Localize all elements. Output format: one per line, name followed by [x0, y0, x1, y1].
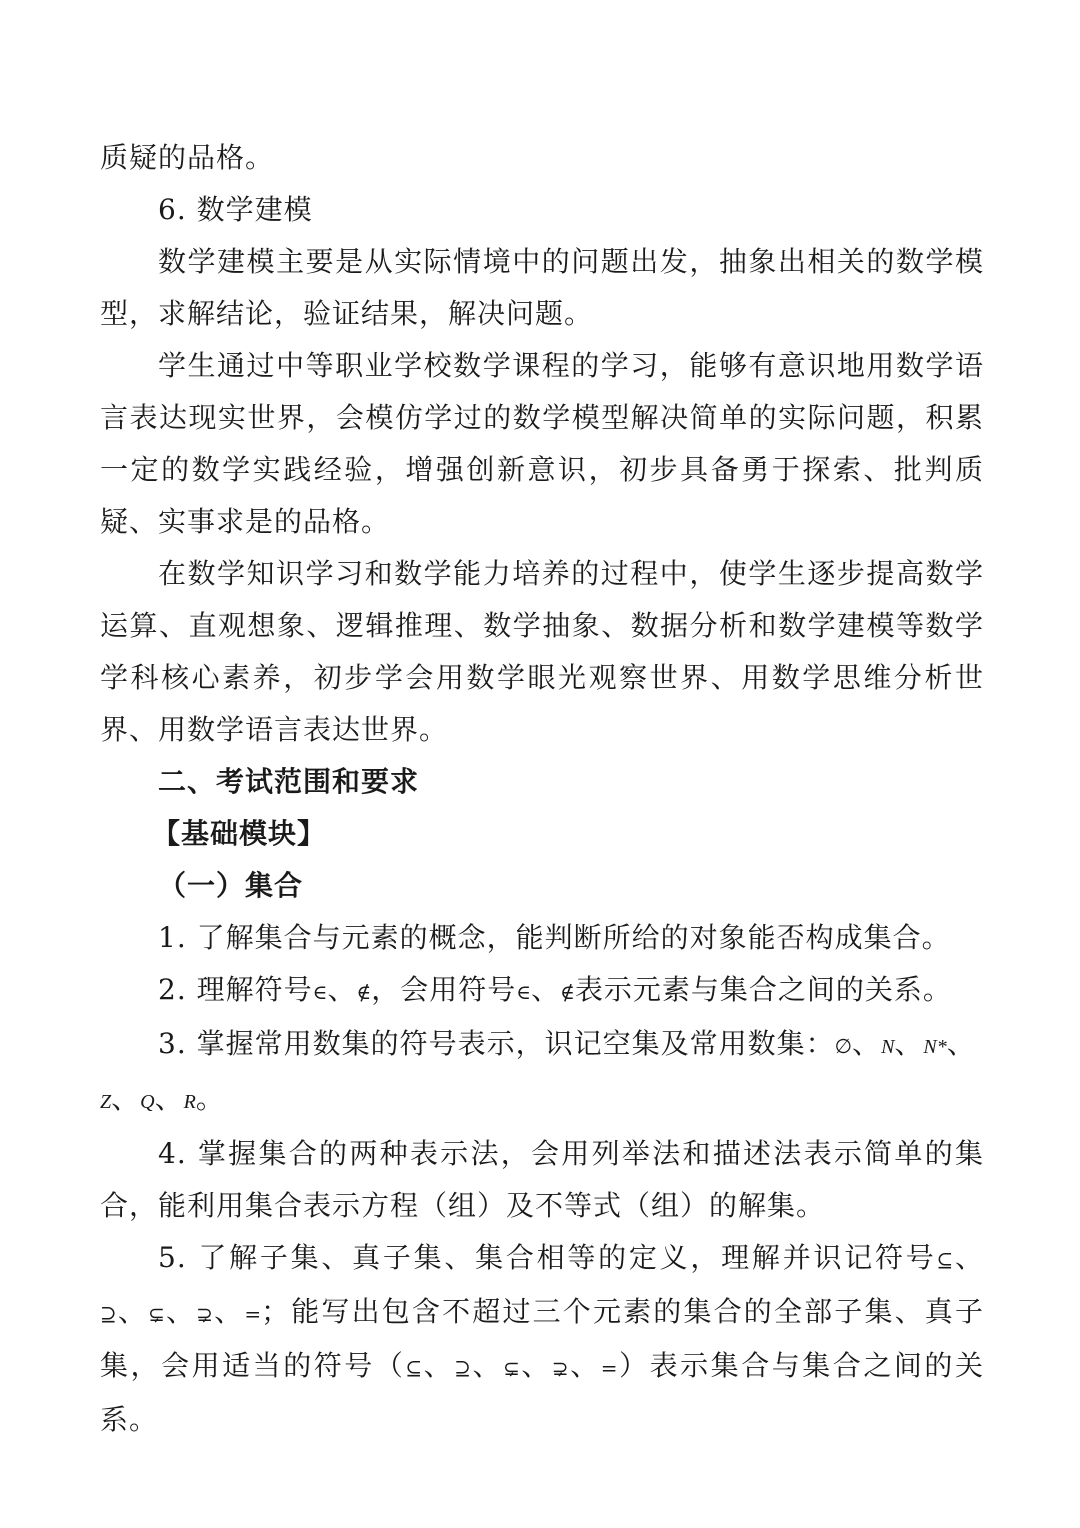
paragraph-continuation: 质疑的品格。 [100, 141, 275, 174]
superset-eq-symbol: ⊇ [454, 1356, 471, 1380]
section-heading-exam-scope: 二、考试范围和要求 [158, 765, 420, 798]
separator: 、 [422, 1349, 455, 1382]
item-5 [100, 1232, 984, 1446]
paragraph-modeling-definition: 数学建模主要是从实际情境中的问题出发，抽象出相关的数学模型，求解结论，验证结果，解决问题。 [100, 245, 984, 330]
item-2 [100, 964, 984, 1018]
item-4: 4. 掌握集合的两种表示法，会用列举法和描述法表示简单的集合，能利用集合表示方程（组）及不等式（组）的解集。 [100, 1137, 984, 1222]
subset-eq-symbol: ⊆ [405, 1356, 423, 1380]
proper-subset-symbol: ⊊ [503, 1356, 520, 1380]
subsection-heading-modeling: 6. 数学建模 [158, 193, 313, 226]
proper-superset-symbol: ⊋ [551, 1356, 569, 1380]
natural-numbers-symbol: N [881, 1036, 895, 1058]
element-of-symbol: ∈ [516, 980, 532, 1004]
item-2-text-e: 表示元素与集合之间的关系。 [574, 973, 952, 1006]
item-2-text-b: 、 [327, 973, 357, 1006]
separator: 、 [852, 1027, 882, 1060]
item-5-text-a: 5. 了解子集、真子集、集合相等的定义，理解并识记符号 [158, 1241, 937, 1274]
not-element-of-symbol: ∉ [356, 980, 372, 1004]
module-heading-basic: 【基础模块】 [152, 817, 327, 850]
separator: 、 [116, 1295, 149, 1328]
reals-symbol: R [183, 1091, 196, 1113]
separator: 、 [946, 1027, 976, 1060]
period: 。 [195, 1082, 225, 1115]
paragraph-modeling-goals: 学生通过中等职业学校数学课程的学习，能够有意识地用数学语言表达现实世界，会模仿学过的数学模型解决简单的实际问题，积累一定的数学实践经验，增强创新意识，初步具备勇于探索、批判质疑、实事求是的品格。 [100, 349, 984, 538]
item-3-text: 3. 掌握常用数集的符号表示，识记空集及常用数集： [158, 1027, 835, 1060]
item-5-text-b: ；能写出包含不超过三个元素的集合的全部子集、真子集，会用适当的符号（ [100, 1295, 984, 1382]
item-3 [100, 1018, 984, 1128]
item-2-text-d: 、 [531, 973, 561, 1006]
separator: 、 [154, 1082, 184, 1115]
separator: 、 [519, 1349, 552, 1382]
item-2-text-c: ，会用符号 [371, 973, 517, 1006]
rationals-symbol: Q [140, 1091, 155, 1113]
empty-set-symbol: ∅ [834, 1034, 853, 1058]
separator: 、 [164, 1295, 197, 1328]
proper-superset-symbol: ⊋ [196, 1302, 213, 1326]
not-element-of-symbol: ∉ [560, 980, 575, 1004]
equals-symbol: = [244, 1302, 262, 1326]
separator: 、 [894, 1027, 924, 1060]
equals-symbol: = [600, 1356, 618, 1380]
separator: 、 [470, 1349, 504, 1382]
proper-subset-symbol: ⊊ [148, 1302, 165, 1326]
separator: 、 [568, 1349, 601, 1382]
paragraph-core-literacy: 在数学知识学习和数学能力培养的过程中，使学生逐步提高数学运算、直观想象、逻辑推理、数学抽象、数据分析和数学建模等数学学科核心素养，初步学会用数学眼光观察世界、用数学思维分析世界、用数学语言表达世界。 [100, 557, 984, 746]
item-2-text-a: 2. 理解符号 [158, 973, 313, 1006]
integers-symbol: Z [100, 1091, 112, 1113]
unit-heading-sets: （一）集合 [158, 869, 304, 902]
item-1: 1. 了解集合与元素的概念，能判断所给的对象能否构成集合。 [158, 921, 951, 954]
superset-eq-symbol: ⊇ [100, 1302, 117, 1326]
separator: 、 [953, 1241, 984, 1274]
document-body [100, 132, 984, 1446]
positive-integers-symbol: N* [923, 1036, 947, 1058]
element-of-symbol: ∈ [312, 980, 328, 1004]
item-5-text-c: ）表示集合与集合之间的关系。 [100, 1349, 984, 1436]
separator: 、 [111, 1082, 141, 1115]
separator: 、 [212, 1295, 245, 1328]
subset-eq-symbol: ⊆ [936, 1248, 954, 1272]
